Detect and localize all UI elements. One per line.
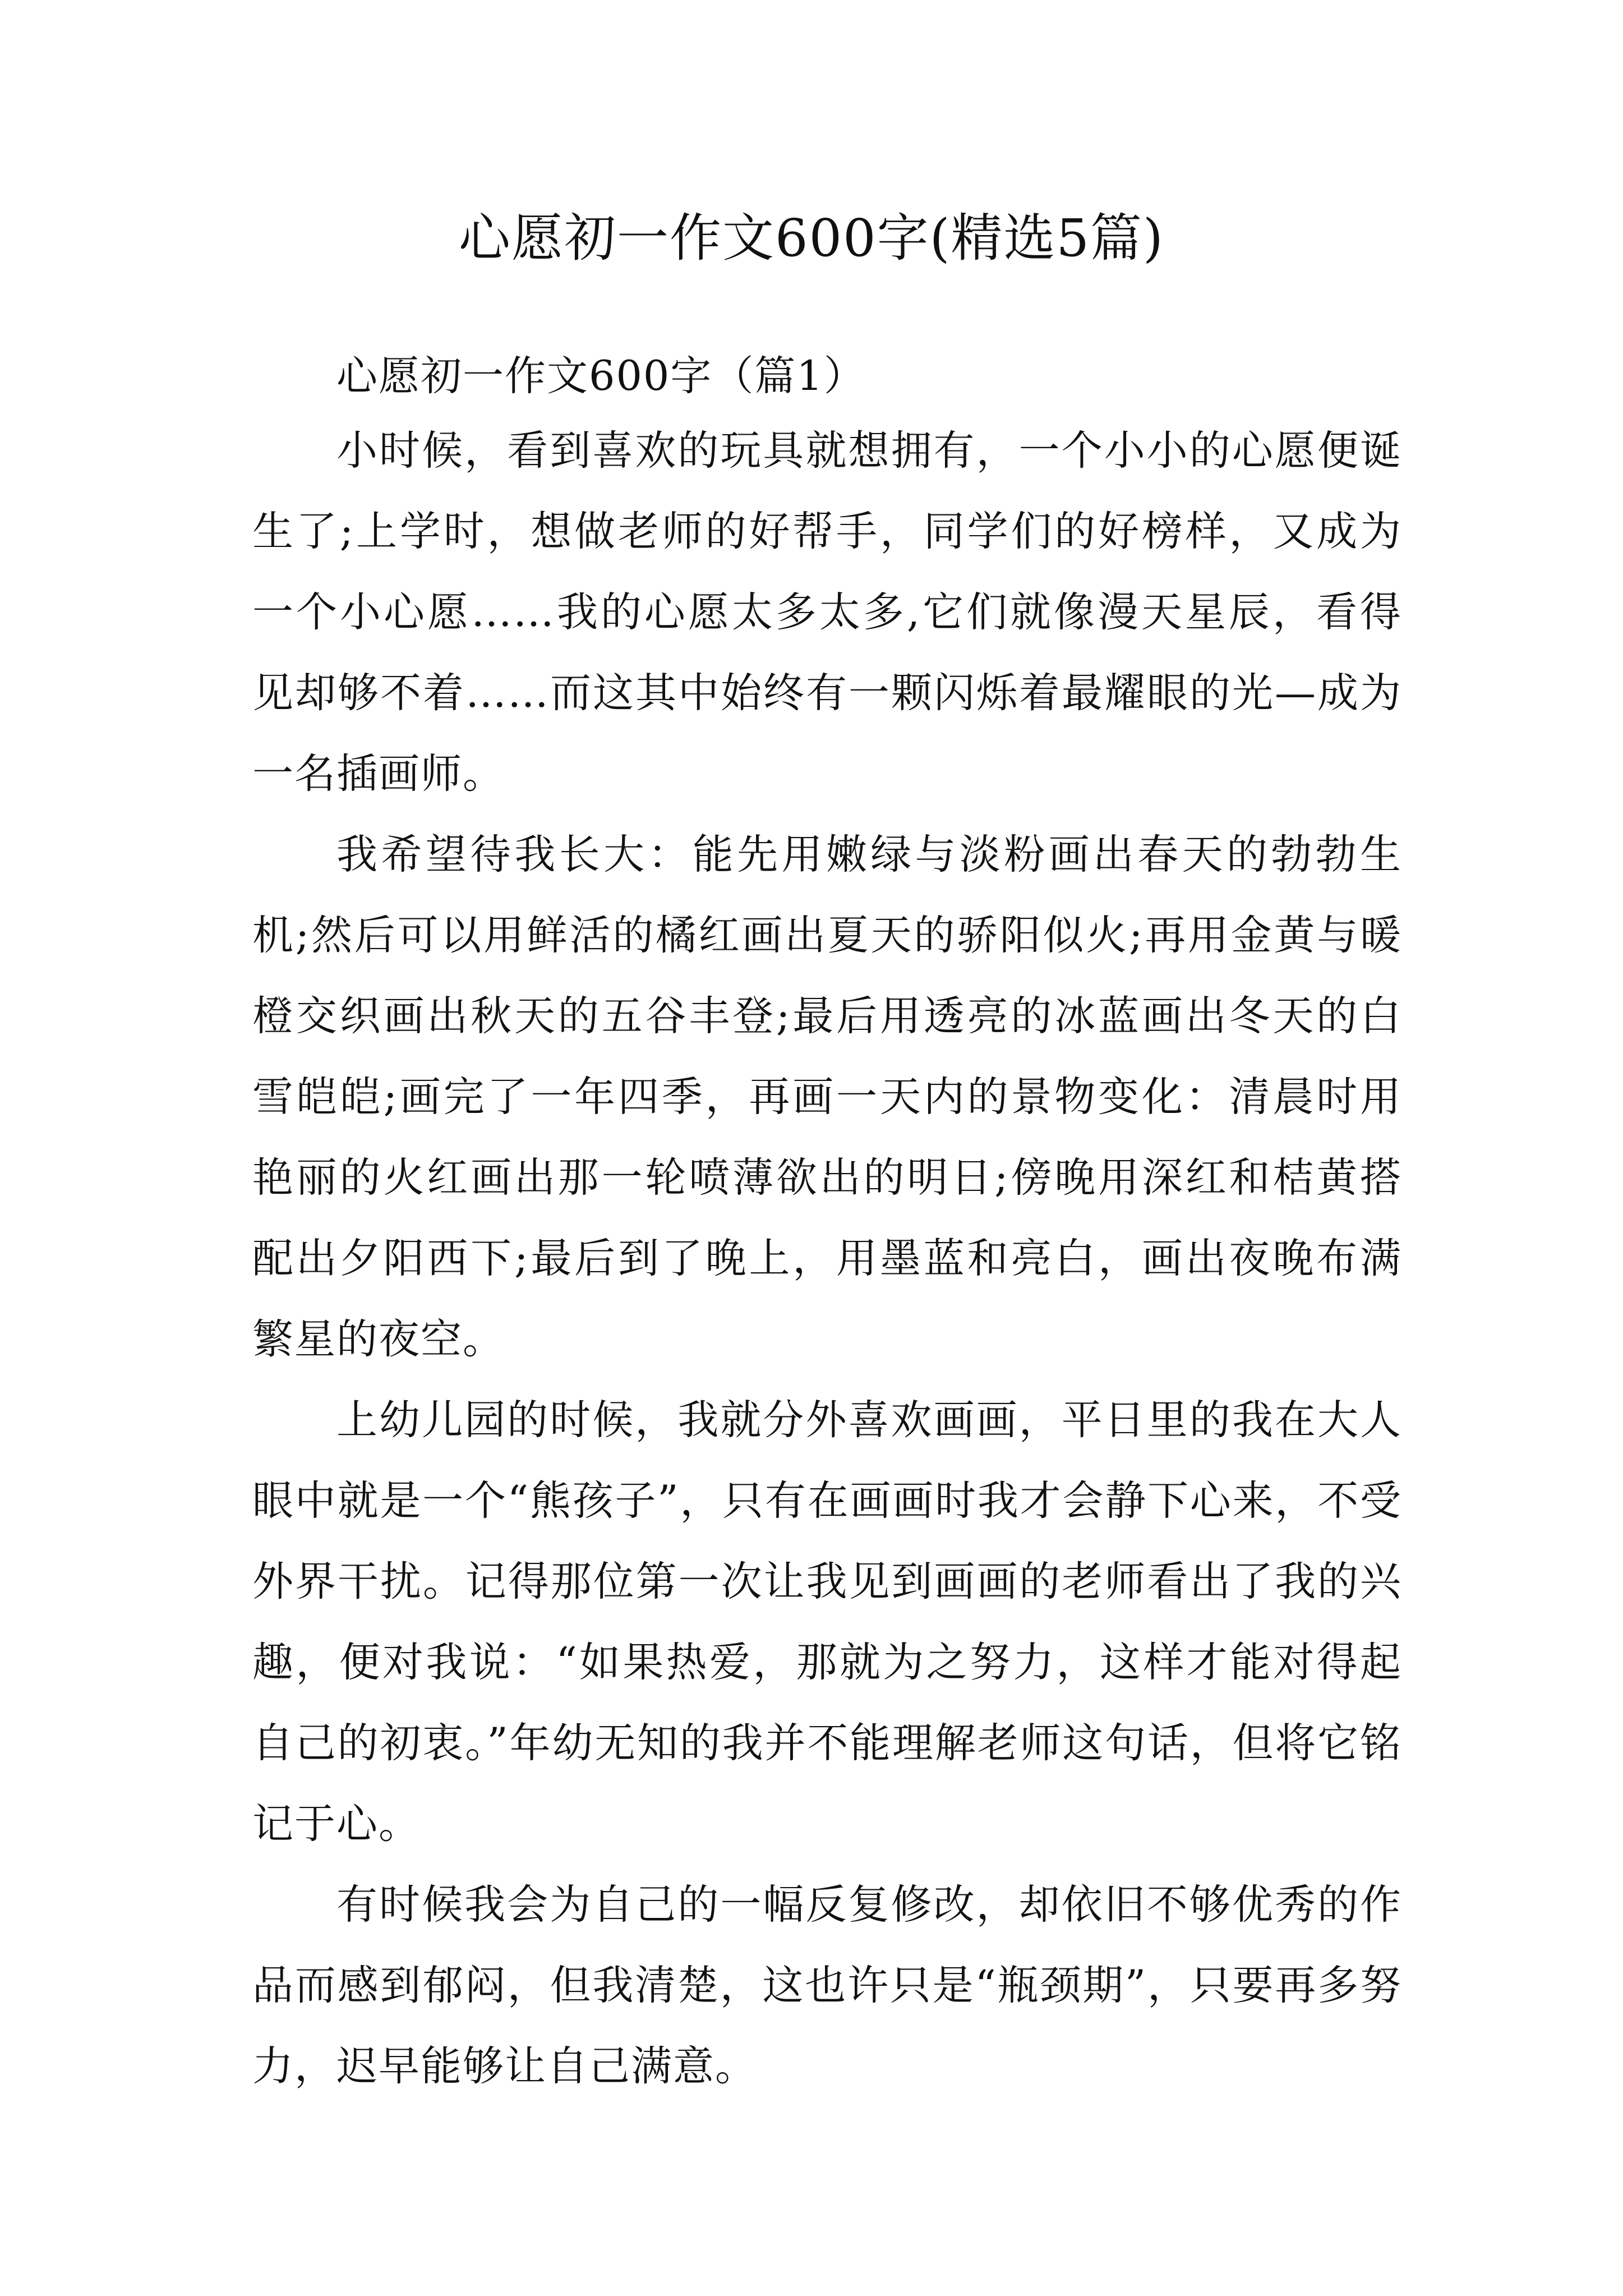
document-title: 心愿初一作文600字(精选5篇)	[459, 208, 1164, 268]
paragraph: 有时候我会为自己的一幅反复修改，却依旧不够优秀的作品而感到郁闷，但我清楚，这也许只是“瓶颈期”，只要再多努力，迟早能够让自己满意。	[252, 1881, 1402, 2090]
section-heading: 心愿初一作文600字（篇1）	[336, 352, 866, 400]
document-body	[252, 342, 1402, 2107]
paragraph: 小时候，看到喜欢的玩具就想拥有，一个小小的心愿便诞生了;上学时，想做老师的好帮手，同学们的好榜样，又成为一个小心愿……我的心愿太多太多,它们就像漫天星辰，看得见却够不着……而这其中始终有一颗闪烁着最耀眼的光—成为一名插画师。	[252, 427, 1402, 798]
paragraph: 我希望待我长大：能先用嫩绿与淡粉画出春天的勃勃生机;然后可以用鲜活的橘红画出夏天的骄阳似火;再用金黄与暖橙交织画出秋天的五谷丰登;最后用透亮的冰蓝画出冬天的白雪皑皑;画完了一年四季，再画一天内的景物变化：清晨时用艳丽的火红画出那一轮喷薄欲出的明日;傍晚用深红和桔黄搭配出夕阳西下;最后到了晚上，用墨蓝和亮白，画出夜晚布满繁星的夜空。	[252, 831, 1402, 1363]
paragraph: 上幼儿园的时候，我就分外喜欢画画，平日里的我在大人眼中就是一个“熊孩子”，只有在画画时我才会静下心来，不受外界干扰。记得那位第一次让我见到画画的老师看出了我的兴趣，便对我说：“如果热爱，那就为之努力，这样才能对得起自己的初衷。”年幼无知的我并不能理解老师这句话，但将它铭记于心。	[252, 1396, 1402, 1848]
